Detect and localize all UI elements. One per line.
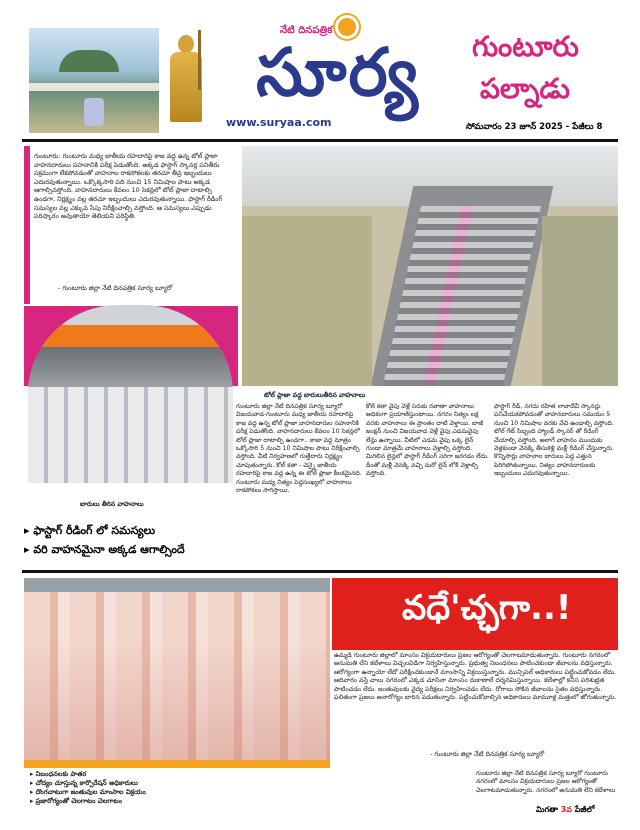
story2-bullets	[30, 770, 330, 806]
section-divider	[22, 570, 618, 573]
story1-bullet-2: ▸ వరి వాహనమైనా అక్కడ ఆగాల్సిందే	[24, 543, 185, 556]
continued-on: మిగతా 3వ పేజీలో	[536, 805, 595, 814]
story2-body: ఉమ్మడి గుంటూరు జిల్లాలో మాంసం విక్రయదారులు ప్రజల ఆరోగ్యంతో చెలగాటమాడుతున్నారు. గుంటూరు నగరంలో అనుమతి లేని కబేళాలు విచ్చలవిడిగా నిర్వహిస్తున్నారు. ప్రభుత్వ నిబంధనలు పాటించకుండా జీవాలను వధిస్తున్నారు. ఆరోగ్యంగా ఉన్నాయో లేదో పరీక్షించకుండానే మాంసాన్ని విక్రయిస్తున్నారు. మున్సిపల్ అధికారులు పట్టించుకోవడం లేదు. ఆదివారం వస్తే చాలు నగరంలో ఎక్కడ చూసినా మాంసం దుకాణాలే దర్శనమిస్తున్నాయి. కబేళాల్లో కనీస పరిశుభ్రత పాటించడం లేదు. జంతువులకు వైద్య పరీక్షలు నిర్వహించడం లేదు. రోగాలు సోకిన జీవాలను సైతం వధిస్తున్నారు. ఫలితంగా ప్రజలు అనారోగ్యం బారిన పడుతున్నారు. పట్టించుకోవాల్సిన అధికారులు మామూళ్ల మత్తులో జోగుతున్నారు.	[334, 652, 617, 702]
triangle-bullet-icon: ▸	[24, 543, 34, 556]
story2-bullet-3: ▸ దొంగచాటుగా జంతువుల మాంసాల విక్రయం	[30, 788, 146, 796]
traffic-photo-caption: టోల్ ప్లాజా వద్ద బారులుతీరిన వాహనాలు	[264, 391, 366, 399]
edition-title-line1: గుంటూరు	[472, 30, 579, 63]
story2-bullet-1: ▸ నిబంధనలకు పాతర	[30, 770, 87, 778]
story2-credit: - గుంటూరు జిల్లా నేటి దినపత్రిక సూర్య బ్యూరో	[430, 750, 545, 758]
masthead-rule	[22, 139, 618, 142]
toll-photo-caption: బారులు తీరిన వాహనాలు	[80, 500, 144, 508]
continued-page: 3వ	[560, 805, 572, 814]
masthead-logo: సూర్య	[256, 33, 420, 111]
toll-plaza-photo	[28, 305, 233, 483]
orange-strip	[24, 760, 330, 768]
story1-body: గుంటూరు: గుంటూరు మధ్య జాతీయ రహదారిపై కాజ వద్ద ఉన్న టోల్ ప్లాజా వాహనదారులు సహనానికి పరీక్ష పెడుతోంది. అక్కడ ఫాస్టాగ్ స్కానర్ల పనితీరు సక్రమంగా లేకపోవడంతో వాహనాల రాకపోకలకు తరచూ తీవ్ర ఇబ్బందులు ఎదురవుతున్నాయి. ఒక్కొక్కసారి పది నుంచి 15 నిమిషాల పాటు అక్కడ ఆగాల్సివస్తోంది. వాహనదారులు కేవలం 10 సెకన్లలో టోల్ ప్లాజా దాటాల్సి ఉండగా, నిర్లక్ష్యం వల్ల తరచూ ఇబ్బందులు ఎదురవుతున్నాయి. ఫాస్టాగ్ రీడింగ్ సమస్యల వల్ల ఎక్కువ సేపు నిరీక్షించాల్సి వస్తోంది. ఆ సమస్యలు ఎప్పుడు పరిష్కారం అవుతాయో తెలియని పరిస్థితి.	[34, 152, 223, 221]
traffic-aerial-photo	[242, 146, 618, 386]
triangle-bullet-icon: ▸	[30, 797, 36, 805]
edition-title-line2: పల్నాడు	[480, 72, 570, 105]
magenta-bar	[24, 146, 30, 304]
masthead-photo-bridge	[29, 28, 159, 133]
story2-headline-box	[332, 578, 618, 650]
masthead-website[interactable]: www.suryaa.com	[226, 116, 332, 129]
story2-side-text: గుంటూరు జిల్లా నేటి దినపత్రిక సూర్య బ్యూరో గుంటూరు నగరంలో మాంసం విక్రయదారులు ప్రజల ఆరోగ్యంతో చెలగాటమాడుతున్నారు. నగరంలో అనుమతి లేని కబేళాలు	[476, 770, 616, 794]
story1-bullet-1: ▸ ఫాస్టాగ్ రీడింగ్ లో సమస్యలు	[24, 524, 156, 537]
story1-column3: ఫాస్టాగ్ రీడ్, నగదు రహిత లావాదేవీ స్కానర్లు పనిచేయకపోవడంతో వాహనదారులు సమయం 5 నుంచి 10 నిమిషాల వరకు వేచి ఉండాల్సి వస్తోంది. టోల్ గేట్ సిబ్బంది హ్యాండ్ స్కానర్ తో రీడింగ్ చేయాల్సి వస్తోంది. అలాగే వాహనం ముందుకు వెళ్లకుండా వెనక్కి తీసుకెళ్లి మళ్లీ రీడింగ్ చేస్తున్నారు. కొన్నిసార్లు వాహనాల బారులు పెద్ద ఎత్తున పెరిగిపోతున్నాయి. నిత్యం వాహనదారులకు ఇబ్బందులు ఎదురవుతున్నాయి.	[494, 403, 615, 478]
triangle-bullet-icon: ▸	[30, 788, 36, 796]
dateline: సోమవారం 23 జూన్ 2025 - పేజీలు 8	[466, 122, 603, 132]
meat-photo	[24, 578, 330, 760]
masthead-tagline: నేటి దినపత్రిక	[280, 25, 333, 36]
triangle-bullet-icon: ▸	[30, 770, 36, 778]
triangle-bullet-icon: ▸	[30, 779, 36, 787]
masthead	[0, 0, 640, 140]
story1-credit: - గుంటూరు జిల్లా నేటి దినపత్రిక సూర్య బ్యూరో	[58, 284, 173, 292]
story1-column2: కోల్ కతా వైపు వెళ్లే సరుకు రవాణా వాహనాలు అధికంగా ప్రయాణిస్తుంటాయి. నగరం నిత్యం లక్ష వరకు వాహనాలు ఈ ప్రాంతం దాటి వెళ్తాయి. బాజీ జంక్షన్ నుంచి విజయవాడ వెళ్లే వైపు ఎడమవైపు లేన్లు ఉన్నాయి. వీటిలో ఎడమ వైపు ఒక్క లైన్ గుండా మాత్రమే వాహనాలు వెళ్లాల్సి వస్తోంది. మిగిలిన లైన్లలో ఫాస్టాగ్ రీడింగ్ సరిగా జరగడం లేదు. దీంతో మళ్లీ వెనక్కి వచ్చి మరో లైన్ లోకి వెళ్లాల్సి వస్తోంది.	[366, 403, 490, 478]
story2-headline: వధే'చ్ఛగా..!	[402, 588, 572, 628]
story2-bullet-2: ▸ చోద్యం చూస్తున్న కార్పొరేషన్ అధికారులు	[30, 779, 138, 787]
story2-bullet-4: ▸ ప్రజారోగ్యంతో చెలగాటం చెలగాటం	[30, 797, 122, 805]
triangle-bullet-icon: ▸	[24, 524, 34, 537]
masthead-statue	[160, 30, 215, 132]
story1-column1: గుంటూరు జిల్లా నేటి దినపత్రిక సూర్య బ్యూరో విజయవాడ-గుంటూరు మధ్య జాతీయ రహదారిపై కాజ వద్ద ఉన్న టోల్ ప్లాజా వాహనదారుల సహనానికి పరీక్ష పెడుతోంది. వాహనదారులు కేవలం 10 సెకన్లలో టోల్ ప్లాజా దాటాల్సి ఉండగా.. కాజా వద్ద మాత్రం ఒక్కోసారి 5 నుంచి 10 నిమిషాల పాటు నిరీక్షించాల్సి వస్తోంది. వీటి నిర్వహణలో గుత్తేదారు నిర్లక్ష్యం చూపుతున్నారు. కోల్ కతా - చెన్నై జాతీయ రహదారిపై కాజ వద్ద ఉన్న ఈ టోల్ ప్లాజా కీలకమైనది. గుంటూరు మధ్య నిత్యం పెద్దసంఖ్యలో వాహనాలు రాకపోకలు సాగిస్తాయి.	[236, 403, 362, 495]
